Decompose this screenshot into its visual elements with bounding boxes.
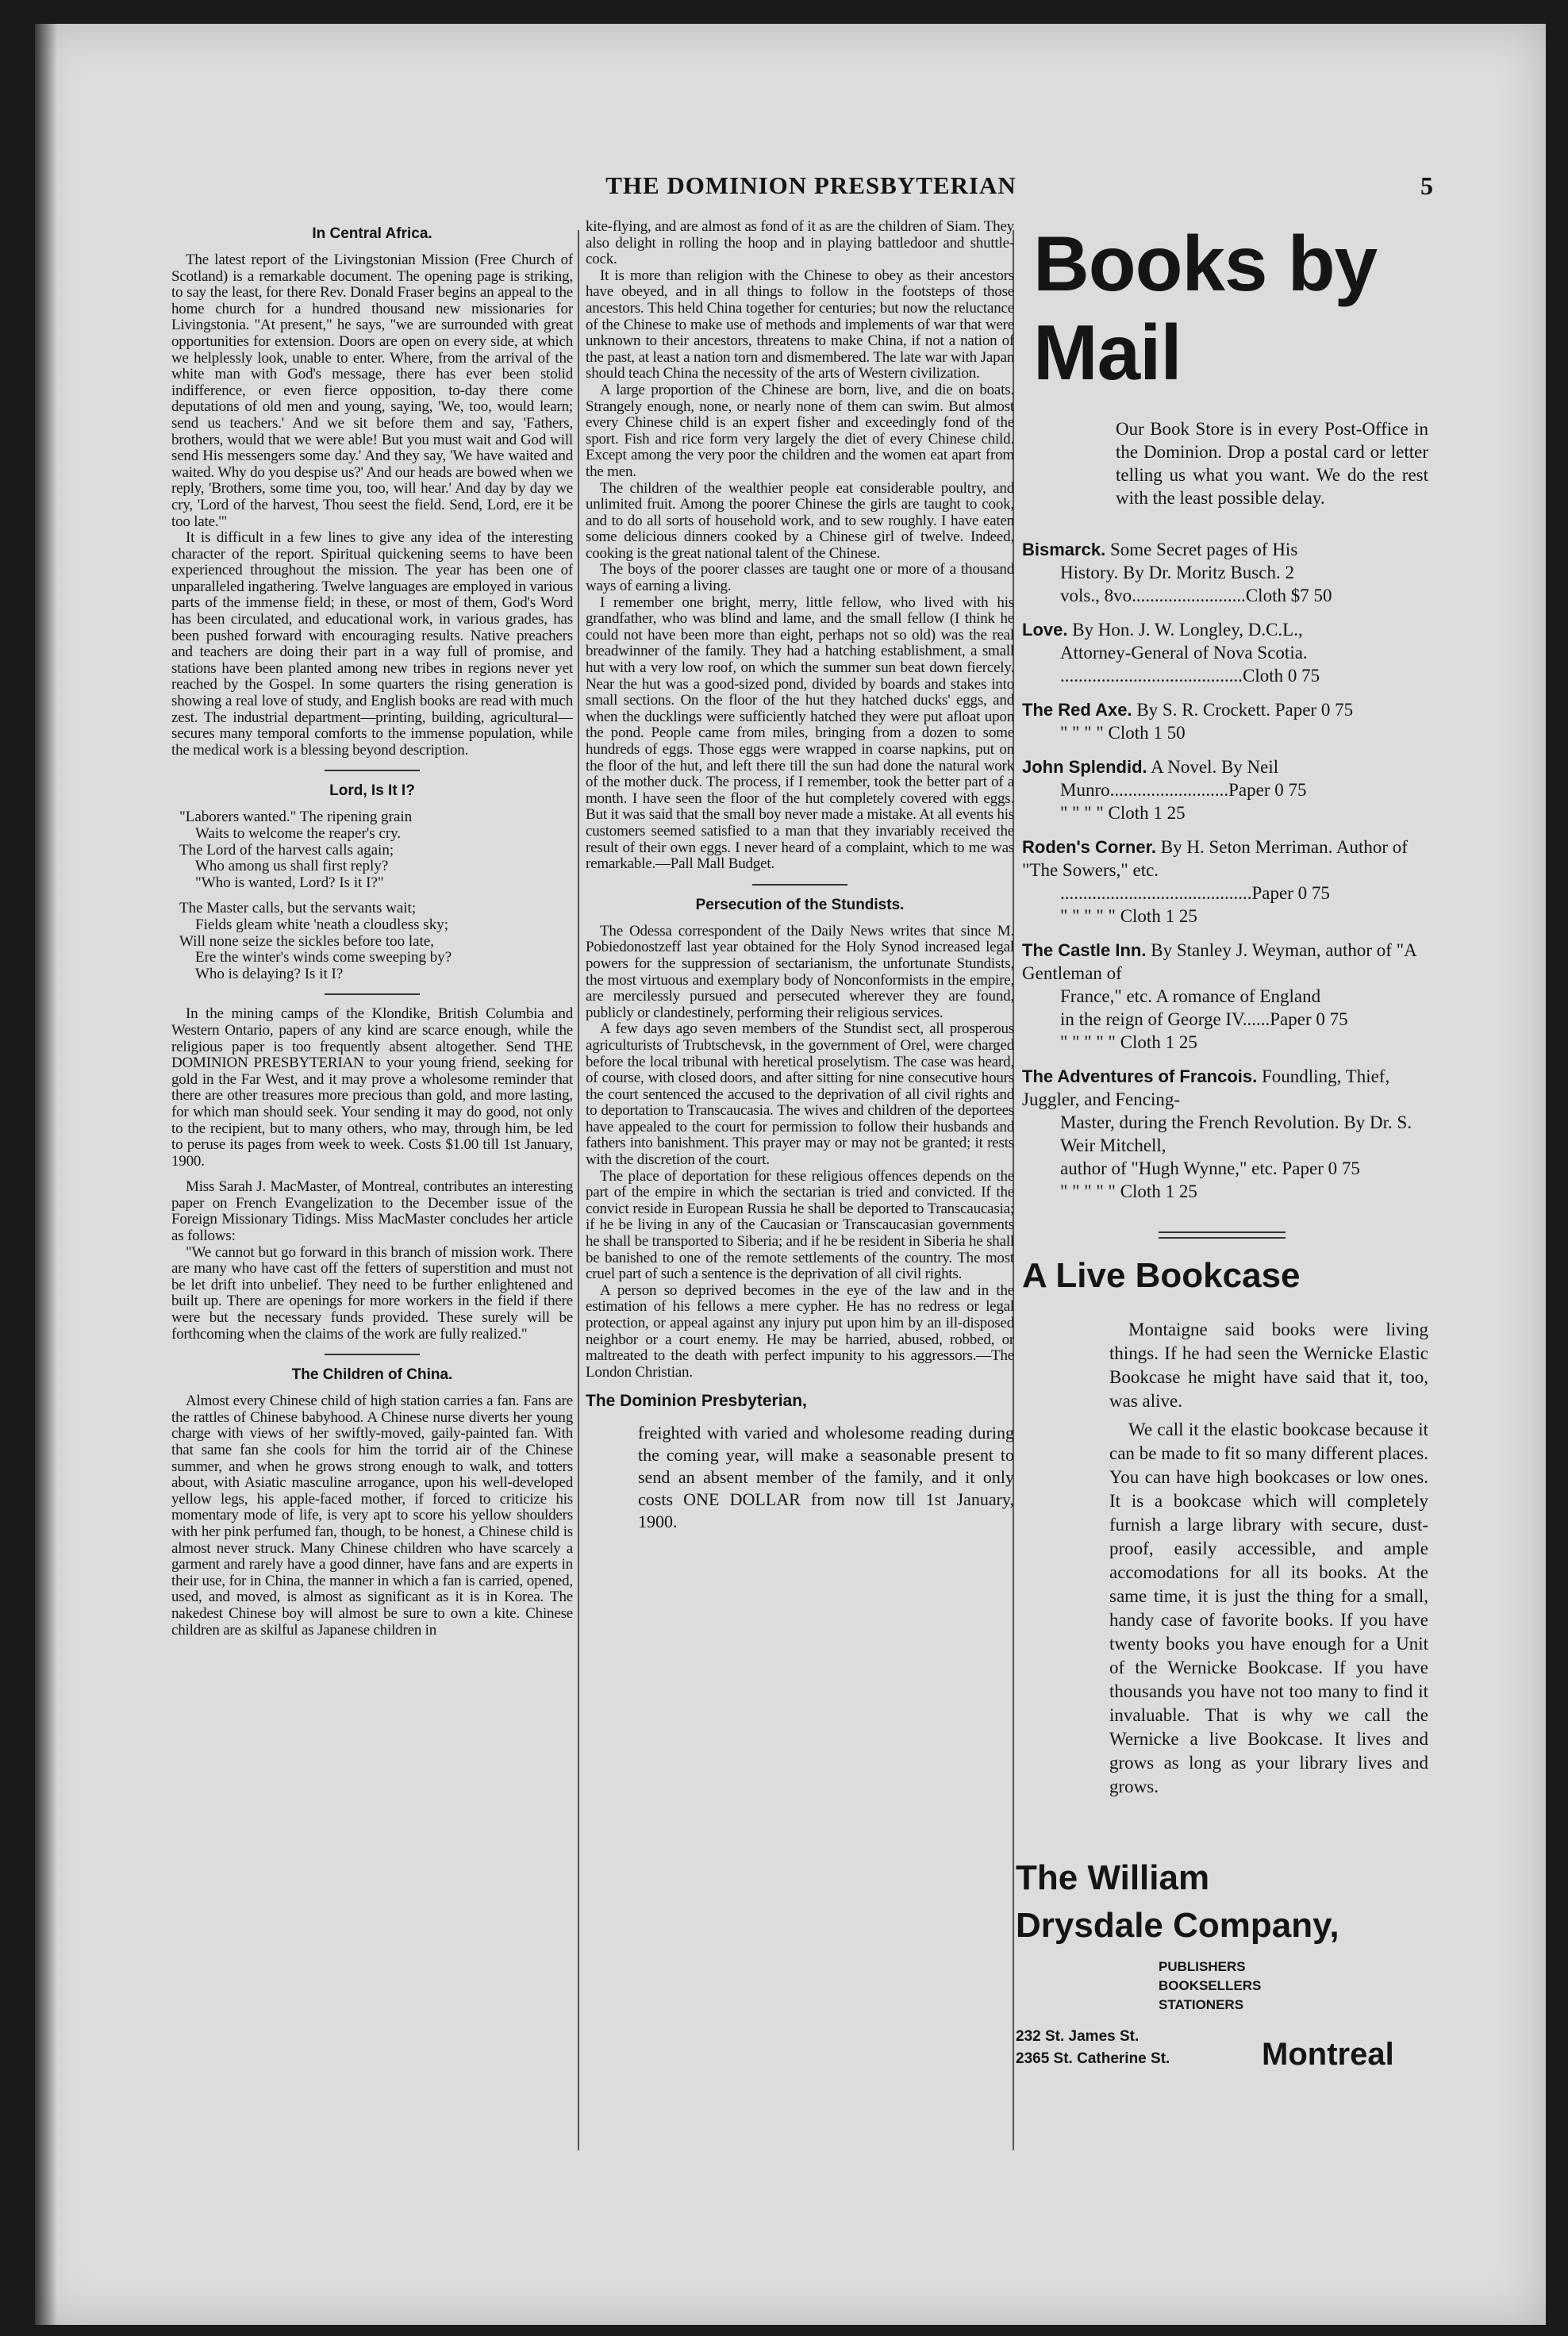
book-line: A Novel. By Neil bbox=[1151, 757, 1279, 777]
scan-shadow bbox=[35, 24, 57, 2325]
column-left bbox=[171, 219, 573, 2163]
subscription-ad-text: freighted with varied and wholesome reading during the coming year, will make a seasonable present to send an absent member of the family, and it only costs ONE DOLLAR from now till 1st January, 1900. bbox=[638, 1423, 1014, 1532]
book-listing bbox=[1022, 755, 1428, 824]
book-listing bbox=[1022, 836, 1428, 928]
article-paragraph: Almost every Chinese child of high station carries a fan. Fans are the rattles of Chinese babyhood. A Chinese nurse diverts her young charge with views of her swiftly-moved, gaily-painted fan. With that same fan she cools for him the torrid air of the Chinese summer, and when he grows strong enough to walk, and totters about, with Asiatic masculine arrogance, upon his well-developed yellow legs, his apple-faced mother, if forced to criticize his momentary mode of life, is very apt to score his yellow shoulders with her pink perfumed fan, though, to be honest, a Chinese child is almost never struck. Many Chinese children who have scarcely a garment and rarely have a good dinner, have fans and are experts in their use, for in China, the manner in which a fan is carried, opened, used, and moved, is almost as significant as it is in Korea. The nakedest Chinese boy will almost be sure to own a kite. Chinese children are as skilful as Japanese children in bbox=[171, 1393, 573, 1639]
book-line: Some Secret pages of His bbox=[1109, 540, 1298, 559]
section-divider bbox=[1159, 1231, 1286, 1239]
article-paragraph: In the mining camps of the Klondike, British Columbia and Western Ontario, papers of any kind are scarce enough, while the religious paper is too frequently absent altogether. Send THE DOMINION PRESBYTERIAN to your young friend, seeking for gold in the Far West, and it may prove a wholesome reminder that there are other treasures more precious than gold, and more lasting, for which man should seek. Your sending it may do good, not only to the recipient, but to many others, who may, through him, be led to peruse its pages from week to week. Costs $1.00 till 1st January, 1900. bbox=[171, 1005, 573, 1170]
book-title: John Splendid. bbox=[1022, 757, 1147, 777]
poem-line: The Lord of the harvest calls again; bbox=[179, 841, 394, 859]
ad-paragraph: Montaigne said books were living things. If he had seen the Wernicke Elastic Bookcase he might have said that it, too, was alive. bbox=[1109, 1320, 1428, 1411]
poem-line: "Who is wanted, Lord? Is it I?" bbox=[195, 874, 384, 891]
poem-line: Will none seize the sickles before too late, bbox=[179, 932, 435, 950]
article-paragraph: I remember one bright, merry, little fellow, who lived with his grandfather, who was blind and lame, and the small fellow (I think he could not have been more than eight, perhaps not so old) was the real breadwinner of the family. They had a hatching establishment, a small hut with a very low roof, on which the summer sun beat down fiercely. Near the hut was a good-sized pond, divided by boards and stakes into small sections. On the floor of the hut they hatched ducks' eggs, and when the ducklings were sufficiently hatched they were put afloat upon the pond. People came from miles, bringing from a dozen to some hundreds of eggs. Those eggs were wrapped in coarse napkins, put on the floor of the hut, and left there till the sun had done the natural work of the mother duck. The process, if I remember, took the better part of a month. I have seen the floor of the hut completely covered with eggs. But it was said that the small boy never made a mistake. At all events his customers seemed satisfied to a man that they invariably received the result of their own eggs. I never heard of a complaint, which to me was remarkable.—Pall Mall Budget. bbox=[586, 594, 1014, 873]
book-listing bbox=[1022, 939, 1428, 1054]
article-paragraph: A large proportion of the Chinese are born, live, and die on boats. Strangely enough, none, or nearly none of them can swim. But almost every Chinese child is an expert fisher and exceedingly fond of the sport. Fish and rice form very largely the diet of every Chinese child. Except among the very poor the children and the women eat apart from the men. bbox=[586, 381, 1014, 480]
book-line: By H. Seton Merriman. Author of "The Sowers," etc. bbox=[1022, 837, 1408, 880]
section-divider bbox=[325, 993, 420, 995]
poem-heading: Lord, Is It I? bbox=[329, 782, 415, 800]
article-heading-africa: In Central Africa. bbox=[312, 225, 432, 242]
book-line: author of "Hugh Wynne," etc. Paper 0 75 bbox=[1060, 1158, 1360, 1178]
poem-line: Who is delaying? Is it I? bbox=[195, 965, 344, 982]
page-number: 5 bbox=[1420, 171, 1433, 200]
book-title: The Castle Inn. bbox=[1022, 940, 1147, 960]
book-line: " " " " " Cloth 1 25 bbox=[1060, 1181, 1197, 1201]
article-paragraph: kite-flying, and are almost as fond of it as are the children of Siam. They also delight in rolling the hoop and in playing battledoor and shuttle-cock. bbox=[586, 219, 1014, 268]
book-line: " " " " Cloth 1 25 bbox=[1060, 803, 1186, 823]
book-line: " " " " " Cloth 1 25 bbox=[1060, 906, 1197, 926]
book-line: France," etc. A romance of England bbox=[1060, 986, 1321, 1006]
article-paragraph: The Odessa correspondent of the Daily News writes that since M. Pobiedonostzeff last year obtained for the Holy Synod increased legal powers for the suppression of sectarianism, the unfortunate Stundists, the most virtuous and exemplary body of Nonconformists in the empire, are mercilessly pursued and persecuted wherever they are found, publicly or clandestinely, performing their religious services. bbox=[586, 922, 1014, 1021]
book-line: Attorney-General of Nova Scotia. bbox=[1060, 643, 1308, 663]
article-paragraph: The boys of the poorer classes are taught one or more of a thousand ways of earning a living. bbox=[586, 561, 1014, 595]
article-paragraph: The place of deportation for these religious offences depends on the part of the empire in which the sectarian is tried and convicted. If the convict reside in European Russia he shall be deported to Transcaucasia; if he be living in any of the Caucasian or Transcaucasian governments he shall be transported to Siberia; and if he be resident in Siberia he shall be banished to one of the remote settlements of the country. The most cruel part of such a sentence is the deprivation of all civil rights. bbox=[586, 1167, 1014, 1283]
poem-line: The Master calls, but the servants wait; bbox=[179, 900, 417, 917]
column-rule bbox=[578, 230, 579, 2150]
poem-line: Ere the winter's winds come sweeping by? bbox=[195, 949, 452, 966]
article-paragraph: The children of the wealthier people eat considerable poultry, and unlimited fruit. Among the poorer Chinese the girls are taught to cook, and to do all sorts of household work, and to sew roughly. I have eaten some delicious dinners cooked by a Chinese girl of twelve. Indeed, cooking is the great national talent of the Chinese. bbox=[586, 479, 1014, 562]
books-intro: Our Book Store is in every Post-Office in the Dominion. Drop a postal card or letter telling us what you want. We do the rest with the least possible delay. bbox=[1116, 419, 1428, 508]
poem-line: "Laborers wanted." The ripening grain bbox=[179, 809, 413, 826]
column-middle bbox=[586, 219, 1014, 2163]
company-address bbox=[1016, 2026, 1428, 2081]
column-right-ads bbox=[1016, 219, 1428, 2163]
street-address bbox=[1016, 2026, 1170, 2070]
ad-paragraph: We call it the elastic bookcase because it can be made to fit so many different places. You can have high bookcases or low ones. It is a bookcase which will completely furnish a large library with secure, dust-proof, easily accessible, and ample accomodations for all its books. At the same time, it is just the thing for a small, handy case of favorite books. If you have twenty books you have enough for a Unit of the Wernicke Bookcase. If you have thousands you have not too many to find it invaluable. That is why we call the Wernicke a live Bookcase. It lives and grows as long as your library lives and grows. bbox=[1109, 1420, 1428, 1796]
masthead-title: THE DOMINION PRESBYTERIAN bbox=[605, 171, 1017, 199]
address-line: 232 St. James St. bbox=[1016, 2028, 1139, 2045]
live-bookcase-text bbox=[1109, 1318, 1428, 1799]
article-paragraph: "We cannot but go forward in this branch of mission work. There are many who have cast off the fetters of superstition and must not be let drift into unbelief. They need to be further enlightened and built up. There are openings for more workers in the field if there were but the necessary funds provided. These surely will be forthcoming when the claims of the work are fully realized." bbox=[171, 1243, 573, 1343]
page-header bbox=[0, 171, 1568, 211]
subscription-ad-title: The Dominion Presbyterian, bbox=[586, 1392, 807, 1411]
book-listing bbox=[1022, 1065, 1428, 1203]
section-divider bbox=[325, 1354, 420, 1355]
books-title-line: Mail bbox=[1033, 309, 1182, 396]
poem bbox=[179, 809, 573, 982]
article-heading-stundists: Persecution of the Stundists. bbox=[695, 896, 905, 913]
address-line: 2365 St. Catherine St. bbox=[1016, 2050, 1170, 2067]
book-line: " " " " Cloth 1 50 bbox=[1060, 723, 1186, 743]
book-listing bbox=[1022, 698, 1428, 744]
books-by-mail-title bbox=[1033, 219, 1428, 397]
book-line: By Hon. J. W. Longley, D.C.L., bbox=[1072, 620, 1303, 640]
books-title-line: Books by bbox=[1033, 220, 1378, 307]
company-name bbox=[1016, 1854, 1428, 1950]
company-name-line: Drysdale Company, bbox=[1016, 1906, 1339, 1945]
live-bookcase-title: A Live Bookcase bbox=[1022, 1256, 1301, 1295]
section-divider bbox=[752, 884, 847, 886]
book-line: " " " " " Cloth 1 25 bbox=[1060, 1032, 1197, 1052]
poem-line: Who among us shall first reply? bbox=[195, 858, 389, 875]
book-line: ........................................Cloth 0 75 bbox=[1060, 666, 1320, 686]
article-paragraph: A few days ago seven members of the Stundist sect, all prosperous agriculturists of Trubtschevsk, in the government of Orel, were charged before the local tribunal with heretical proselytism. The case was heard, of course, with closed doors, and after sitting for nine consecutive hours the court sentenced the accused to the deprivation of all civil rights and to deportation to Transcaucasia. The wives and children of the deportees have appealed to the court for permission to follow their husbands and fathers into banishment. This prayer may or may not be granted; it rests with the discretion of the court. bbox=[586, 1020, 1014, 1169]
book-line: Foundling, Thief, Juggler, and Fencing- bbox=[1022, 1066, 1390, 1109]
book-line: By Stanley J. Weyman, author of "A Gentleman of bbox=[1022, 940, 1416, 983]
city-name: Montreal bbox=[1262, 2037, 1394, 2072]
article-paragraph: The latest report of the Livingstonian Mission (Free Church of Scotland) is a remarkable document. The opening page is striking, to say the least, for there Rev. Donald Fraser begins an appeal to the home church for a hundred thousand new missionaries for Livingstonia. "At present," he says, "we are surrounded with great opportunities for extension. Doors are open on every side, at which we helplessly look, unable to enter. Where, from the arrival of the white man with God's message, there has ever been stolid indifference, or even fierce opposition, to-day there come deputations of old men and young, saying, 'We, too, would learn; send us teachers.' And we sit before them and say, 'Fathers, brothers, would that we were able! But you must wait and God will send His messengers some day.' And they say, 'We have waited and waited. Why do you despise us?' And our heads are bowed when we reply, 'Brothers, some time you, too, will hear.' And day by day we cry, 'Lord of the harvest, Thou seest the field. Send, Lord, ere it be too late.'" bbox=[171, 252, 573, 530]
book-listing bbox=[1022, 618, 1428, 687]
book-line: Munro..........................Paper 0 75 bbox=[1060, 780, 1307, 800]
book-line: History. By Dr. Moritz Busch. 2 bbox=[1060, 563, 1294, 582]
book-title: Love. bbox=[1022, 620, 1068, 640]
company-name-line: The William bbox=[1016, 1858, 1210, 1897]
book-line: By S. R. Crockett. Paper 0 75 bbox=[1136, 700, 1354, 720]
book-line: vols., 8vo.........................Cloth $7 50 bbox=[1060, 586, 1332, 605]
book-listing bbox=[1022, 538, 1428, 607]
article-paragraph: It is more than religion with the Chinese to obey as their ancestors have obeyed, and in all things to follow in the footsteps of those ancestors. This held China together for centuries; but now the reluctance of the Chinese to make use of methods and implements of war that were unknown to their ancestors, threatens to make China, if not a nation of the past, at least a nation torn and dismembered. The late war with Japan should teach China the necessity of the arts of Western civilization. bbox=[586, 267, 1014, 382]
book-title: The Adventures of Francois. bbox=[1022, 1066, 1258, 1086]
company-role: STATIONERS bbox=[1159, 1997, 1244, 2012]
section-divider bbox=[325, 770, 420, 771]
book-line: Master, during the French Revolution. By Dr. S. Weir Mitchell, bbox=[1060, 1112, 1412, 1155]
article-paragraph: A person so deprived becomes in the eye of the law and in the estimation of his fellows a mere cypher. He has no redress or legal protection, or appeal against any injury put upon him by an ill-disposed neighbor or a court enemy. He may be harried, abused, robbed, or maltreated to the death with perfect impunity to his aggressors.—The London Christian. bbox=[586, 1281, 1014, 1381]
company-role: BOOKSELLERS bbox=[1159, 1978, 1262, 1993]
article-paragraph: Miss Sarah J. MacMaster, of Montreal, contributes an interesting paper on French Evangelization to the December issue of the Foreign Missionary Tidings. Miss MacMaster concludes her article as follows: bbox=[171, 1178, 573, 1245]
book-title: Bismarck. bbox=[1022, 540, 1106, 559]
article-heading-china: The Children of China. bbox=[291, 1366, 453, 1384]
book-title: The Red Axe. bbox=[1022, 700, 1132, 720]
book-line: ..........................................Paper 0 75 bbox=[1060, 883, 1330, 903]
book-title: Roden's Corner. bbox=[1022, 837, 1157, 857]
book-line: in the reign of George IV......Paper 0 75 bbox=[1060, 1009, 1348, 1029]
poem-line: Waits to welcome the reaper's cry. bbox=[195, 825, 402, 842]
company-roles bbox=[1159, 1958, 1428, 2015]
article-paragraph: It is difficult in a few lines to give any idea of the interesting character of the report. Spiritual quickening seems to have been experienced throughout the mission. The year has been one of unparalleled ingathering. Twelve languages are employed in various parts of the immense field; in these, or most of them, God's Word has been circulated, and educational work, in various grades, has been pushed forward with encouraging results. Native preachers and teachers are doing their part in a way full of promise, and stations have been planted among new tribes in regions never yet reached by the Gospel. In some quarters the rising generation is showing a real love of study, and English books are read with much zest. The industrial department—printing, building, agricultural—secures many temporal comforts to the immense population, while the medical work is a blessing beyond description. bbox=[171, 529, 573, 759]
poem-line: Fields gleam white 'neath a cloudless sky; bbox=[195, 916, 448, 933]
company-role: PUBLISHERS bbox=[1159, 1959, 1246, 1974]
